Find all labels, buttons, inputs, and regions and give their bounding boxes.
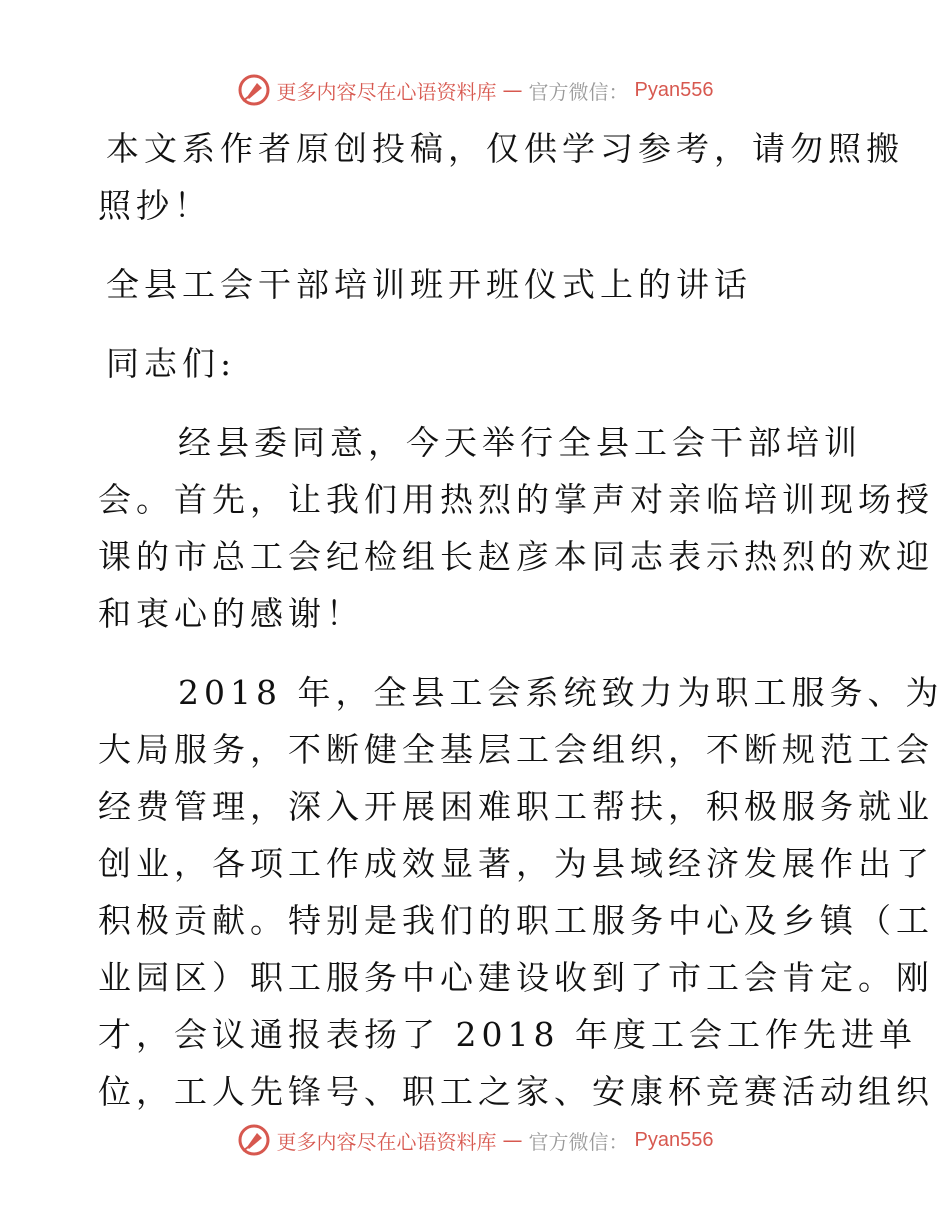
watermark-id: Pyan556: [634, 78, 714, 101]
paragraph-line: 和衷心的感谢！: [98, 594, 364, 633]
paragraph-line: 业园区）职工服务中心建设收到了市工会肯定。刚: [98, 958, 934, 997]
watermark-label: 官方微信：: [528, 1129, 629, 1154]
document-title: [98, 256, 858, 313]
paragraph-line: 才，会议通报表扬了 2018 年度工会工作先进单: [98, 1015, 917, 1054]
paragraph-line: 创业，各项工作成效显著，为县域经济发展作出了: [98, 844, 934, 883]
paragraph-line: 大局服务，不断健全基层工会组织，不断规范工会: [98, 730, 934, 769]
watermark-text: 更多内容尽在心语资料库: [276, 79, 497, 104]
notice-line: 照抄！: [98, 186, 212, 225]
paragraph-line: 2018 年，全县工会系统致力为职工服务、为: [178, 673, 944, 712]
paragraph-2: [98, 664, 944, 1120]
pen-nib-logo-icon: [237, 73, 271, 107]
notice-line: 本文系作者原创投稿，仅供学习参考，请勿照搬: [106, 129, 904, 168]
footer-watermark: [0, 1120, 950, 1160]
paragraph-1: [98, 414, 934, 642]
paragraph-line: 经县委同意，今天举行全县工会干部培训: [178, 423, 862, 462]
paragraph-line: 课的市总工会纪检组长赵彦本同志表示热烈的欢迎: [98, 537, 934, 576]
watermark-label: 官方微信：: [528, 79, 629, 104]
document-body: [98, 120, 944, 1120]
pen-nib-logo-icon: [237, 1123, 271, 1157]
salutation-line: 同志们:: [106, 344, 237, 383]
watermark-separator: —: [502, 1128, 523, 1152]
salutation: [98, 335, 858, 392]
paragraph-line: 位，工人先锋号、职工之家、安康杯竞赛活动组织: [98, 1072, 934, 1111]
header-watermark: [0, 70, 950, 110]
title-line: 全县工会干部培训班开班仪式上的讲话: [106, 265, 752, 304]
watermark-text: 更多内容尽在心语资料库: [276, 1129, 497, 1154]
watermark-id: Pyan556: [634, 1128, 714, 1151]
watermark-separator: —: [502, 78, 523, 102]
notice-paragraph: [98, 120, 904, 234]
paragraph-line: 经费管理，深入开展困难职工帮扶，积极服务就业: [98, 787, 934, 826]
paragraph-line: 积极贡献。特别是我们的职工服务中心及乡镇（工: [98, 901, 934, 940]
paragraph-line: 会。首先，让我们用热烈的掌声对亲临培训现场授: [98, 480, 934, 519]
